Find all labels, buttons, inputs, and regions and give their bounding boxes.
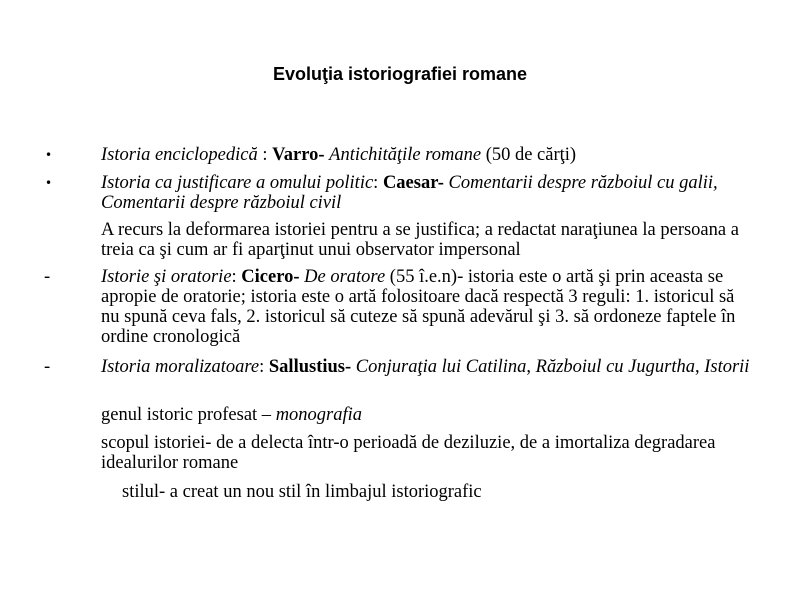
topic-label: Istoria ca justificare a omului politic [101,173,374,193]
author-name: Varro- [272,145,330,165]
work-title: Antichităţile romane [329,145,482,165]
author-name: Caesar- [382,173,449,193]
list-item-text [101,173,752,213]
topic-label: Istoria enciclopedică [101,145,263,165]
topic-label: Istoria moralizatoare [101,357,260,377]
list-item-text [101,267,752,347]
list-item-text [101,357,752,377]
bullet-marker: • [45,148,53,162]
work-title: Comentarii despre războiul cu galii, Comentarii despre războiul civil [101,173,718,213]
separator: : [373,173,383,193]
item-lead: genul istoric profesat – [101,405,276,425]
slide-title: Evoluţia istoriografiei romane [272,64,528,84]
bullet-marker: • [45,176,53,190]
dash-marker: - [44,357,51,377]
list-item-text [101,145,752,165]
list-item-text: scopul istoriei- de a delecta într-o perioadă de deziluzie, de a imortaliza degradarea idealurilor romane [101,433,716,473]
separator: : [259,357,269,377]
genre-term: monografia [275,405,363,425]
item-note: (50 de cărţi) [481,145,577,165]
work-title: Conjuraţia lui Catilina [355,357,527,377]
separator: , [694,357,705,377]
work-title: De oratore [304,267,386,287]
topic-label: Istorie şi oratorie [101,267,232,287]
separator: : [262,145,273,165]
work-title: Istorii [704,357,750,377]
item-description: (55 î.e.n)- istoria este o artă şi prin aceasta se apropie de oratorie; istoria este o artă folositoare dacă respectă 3 reguli: 1. istoricul să nu spună ceva fals, 2. istoricul să cuteze să spună adevărul şi 3. să ordoneze faptele în ordine cronologică [101,267,736,347]
work-title: Războiul cu Jugurtha [535,357,695,377]
separator: , [526,357,536,377]
list-item-text: A recurs la deformarea istoriei pentru a se justifica; a redactat naraţiunea la persoana a treia ca şi cum ar fi aparţinut unui observator impersonal [101,220,739,260]
author-name: Sallustius- [268,357,356,377]
dash-marker: - [44,267,51,287]
list-item-text: stilul- a creat un nou stil în limbajul istoriografic [122,482,482,502]
author-name: Cicero- [241,267,305,287]
list-item-text [101,405,752,425]
separator: : [231,267,242,287]
